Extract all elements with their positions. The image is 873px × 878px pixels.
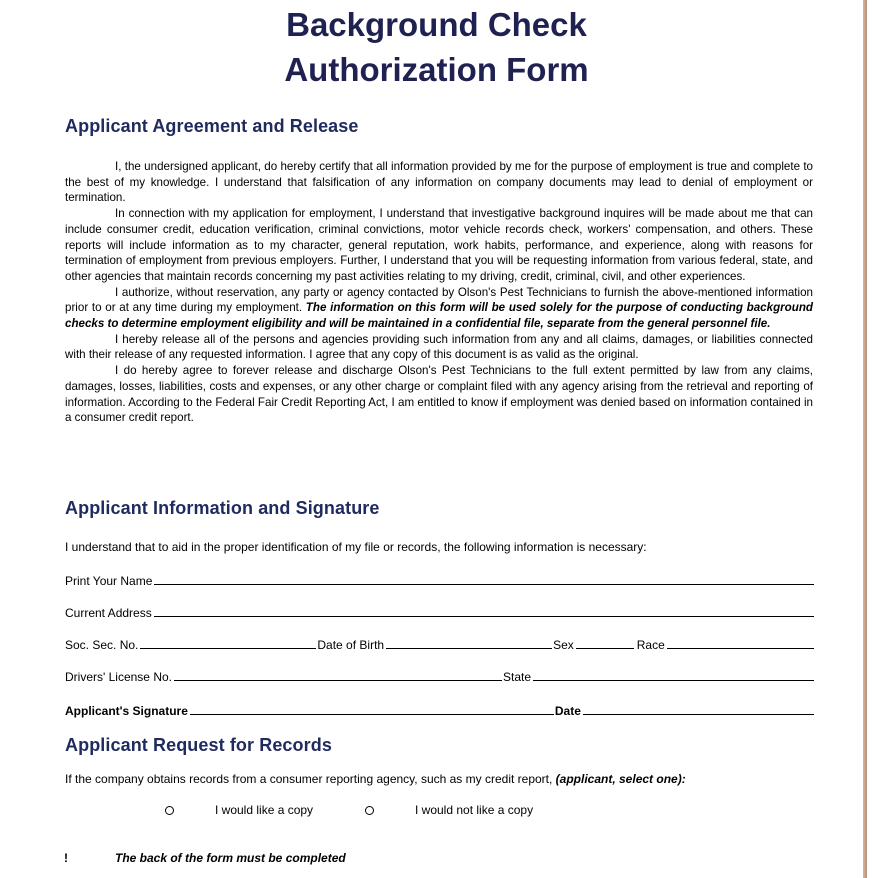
agreement-paragraph-4: I hereby release all of the persons and agencies providing such information from any and all claims, damages, or liabilities connected with their release of any requested information. I agree that any copy of this document is as valid as the original. (65, 332, 813, 362)
agreement-text (65, 159, 813, 426)
authorize-text: I authorize, without reservation, any party or agency contacted by Olson's Pest Technicians to furnish the above-mentioned information prior to or at any time during my employment. (65, 285, 813, 315)
license-row (65, 668, 815, 684)
signature-label: Applicant's Signature (65, 704, 188, 718)
page-edge (863, 0, 867, 878)
license-label: Drivers' License No. (65, 670, 172, 684)
agreement-paragraph-5: I do hereby agree to forever release and discharge Olson's Pest Technicians to the full extent permitted by law from any claims, damages, losses, liabilities, costs and expenses, or any other charge or complaint filed with any agency arising from the retrieval and reporting of information. According to the Federal Fair Credit Reporting Act, I am entitled to know if employment was denied based on information contained in a consumer credit report. (65, 364, 813, 425)
sex-field[interactable] (576, 648, 634, 649)
print-name-label: Print Your Name (65, 574, 153, 588)
signature-row (65, 702, 815, 718)
print-name-field[interactable] (154, 584, 814, 585)
copy-option-label: I would like a copy (215, 803, 314, 817)
form-title-line2: Authorization Form (284, 51, 589, 88)
sex-label: Sex (553, 638, 574, 652)
no-copy-radio[interactable] (365, 806, 374, 815)
records-intro (65, 772, 686, 786)
agreement-heading: Applicant Agreement and Release (65, 116, 359, 136)
ssn-field[interactable] (140, 648, 316, 649)
agreement-paragraph-3 (65, 285, 813, 332)
records-select-hint: (applicant, select one): (555, 772, 686, 786)
state-field[interactable] (533, 680, 814, 681)
records-heading: Applicant Request for Records (65, 735, 332, 755)
date-field[interactable] (583, 714, 814, 715)
current-address-label: Current Address (65, 606, 152, 620)
license-field[interactable] (174, 680, 502, 681)
records-intro-text: If the company obtains records from a consumer reporting agency, such as my credit report, (65, 772, 556, 786)
form-title-line1: Background Check (286, 6, 587, 43)
exclamation-mark: ! (64, 851, 68, 865)
address-row (65, 604, 815, 620)
info-intro: I understand that to aid in the proper identification of my file or records, the following information is necessary: (65, 540, 647, 554)
print-name-row (65, 572, 815, 588)
state-label: State (503, 670, 532, 684)
back-of-form-note: The back of the form must be completed (115, 851, 346, 865)
race-field[interactable] (667, 648, 814, 649)
ssn-label: Soc. Sec. No. (65, 638, 139, 652)
dob-label: Date of Birth (317, 638, 385, 652)
agreement-paragraph-2: In connection with my application for employment, I understand that investigative background inquires will be made about me that can include consumer credit, education verification, criminal convictions, motor vehicle records check, workers' compensation, and others. These reports will include information as to my character, general reputation, work habits, performance, and experience, along with reasons for termination of employment from previous employers. Further, I understand that you will be requesting information from various federal, state, and other agencies that maintain records concerning my past activities relating to my driving, credit, criminal, civil, and other experiences. (65, 207, 813, 283)
dob-field[interactable] (386, 648, 552, 649)
agreement-paragraph-1: I, the undersigned applicant, do hereby certify that all information provided by me for the purpose of employment is true and complete to the best of my knowledge. I understand that falsification of any information on company documents may lead to denial of employment or termination. (65, 160, 813, 205)
copy-radio[interactable] (165, 806, 174, 815)
current-address-field[interactable] (154, 616, 814, 617)
info-heading: Applicant Information and Signature (65, 498, 380, 518)
signature-field[interactable] (190, 714, 554, 715)
no-copy-option-label: I would not like a copy (415, 803, 534, 817)
confidentiality-text: The information on this form will be used solely for the purpose of conducting background checks to determine employment eligibility and will be maintained in a confidential file, separate from the general personnel file. (65, 301, 813, 331)
ssn-row (65, 636, 815, 652)
date-label: Date (554, 704, 581, 718)
race-label: Race (636, 638, 665, 652)
